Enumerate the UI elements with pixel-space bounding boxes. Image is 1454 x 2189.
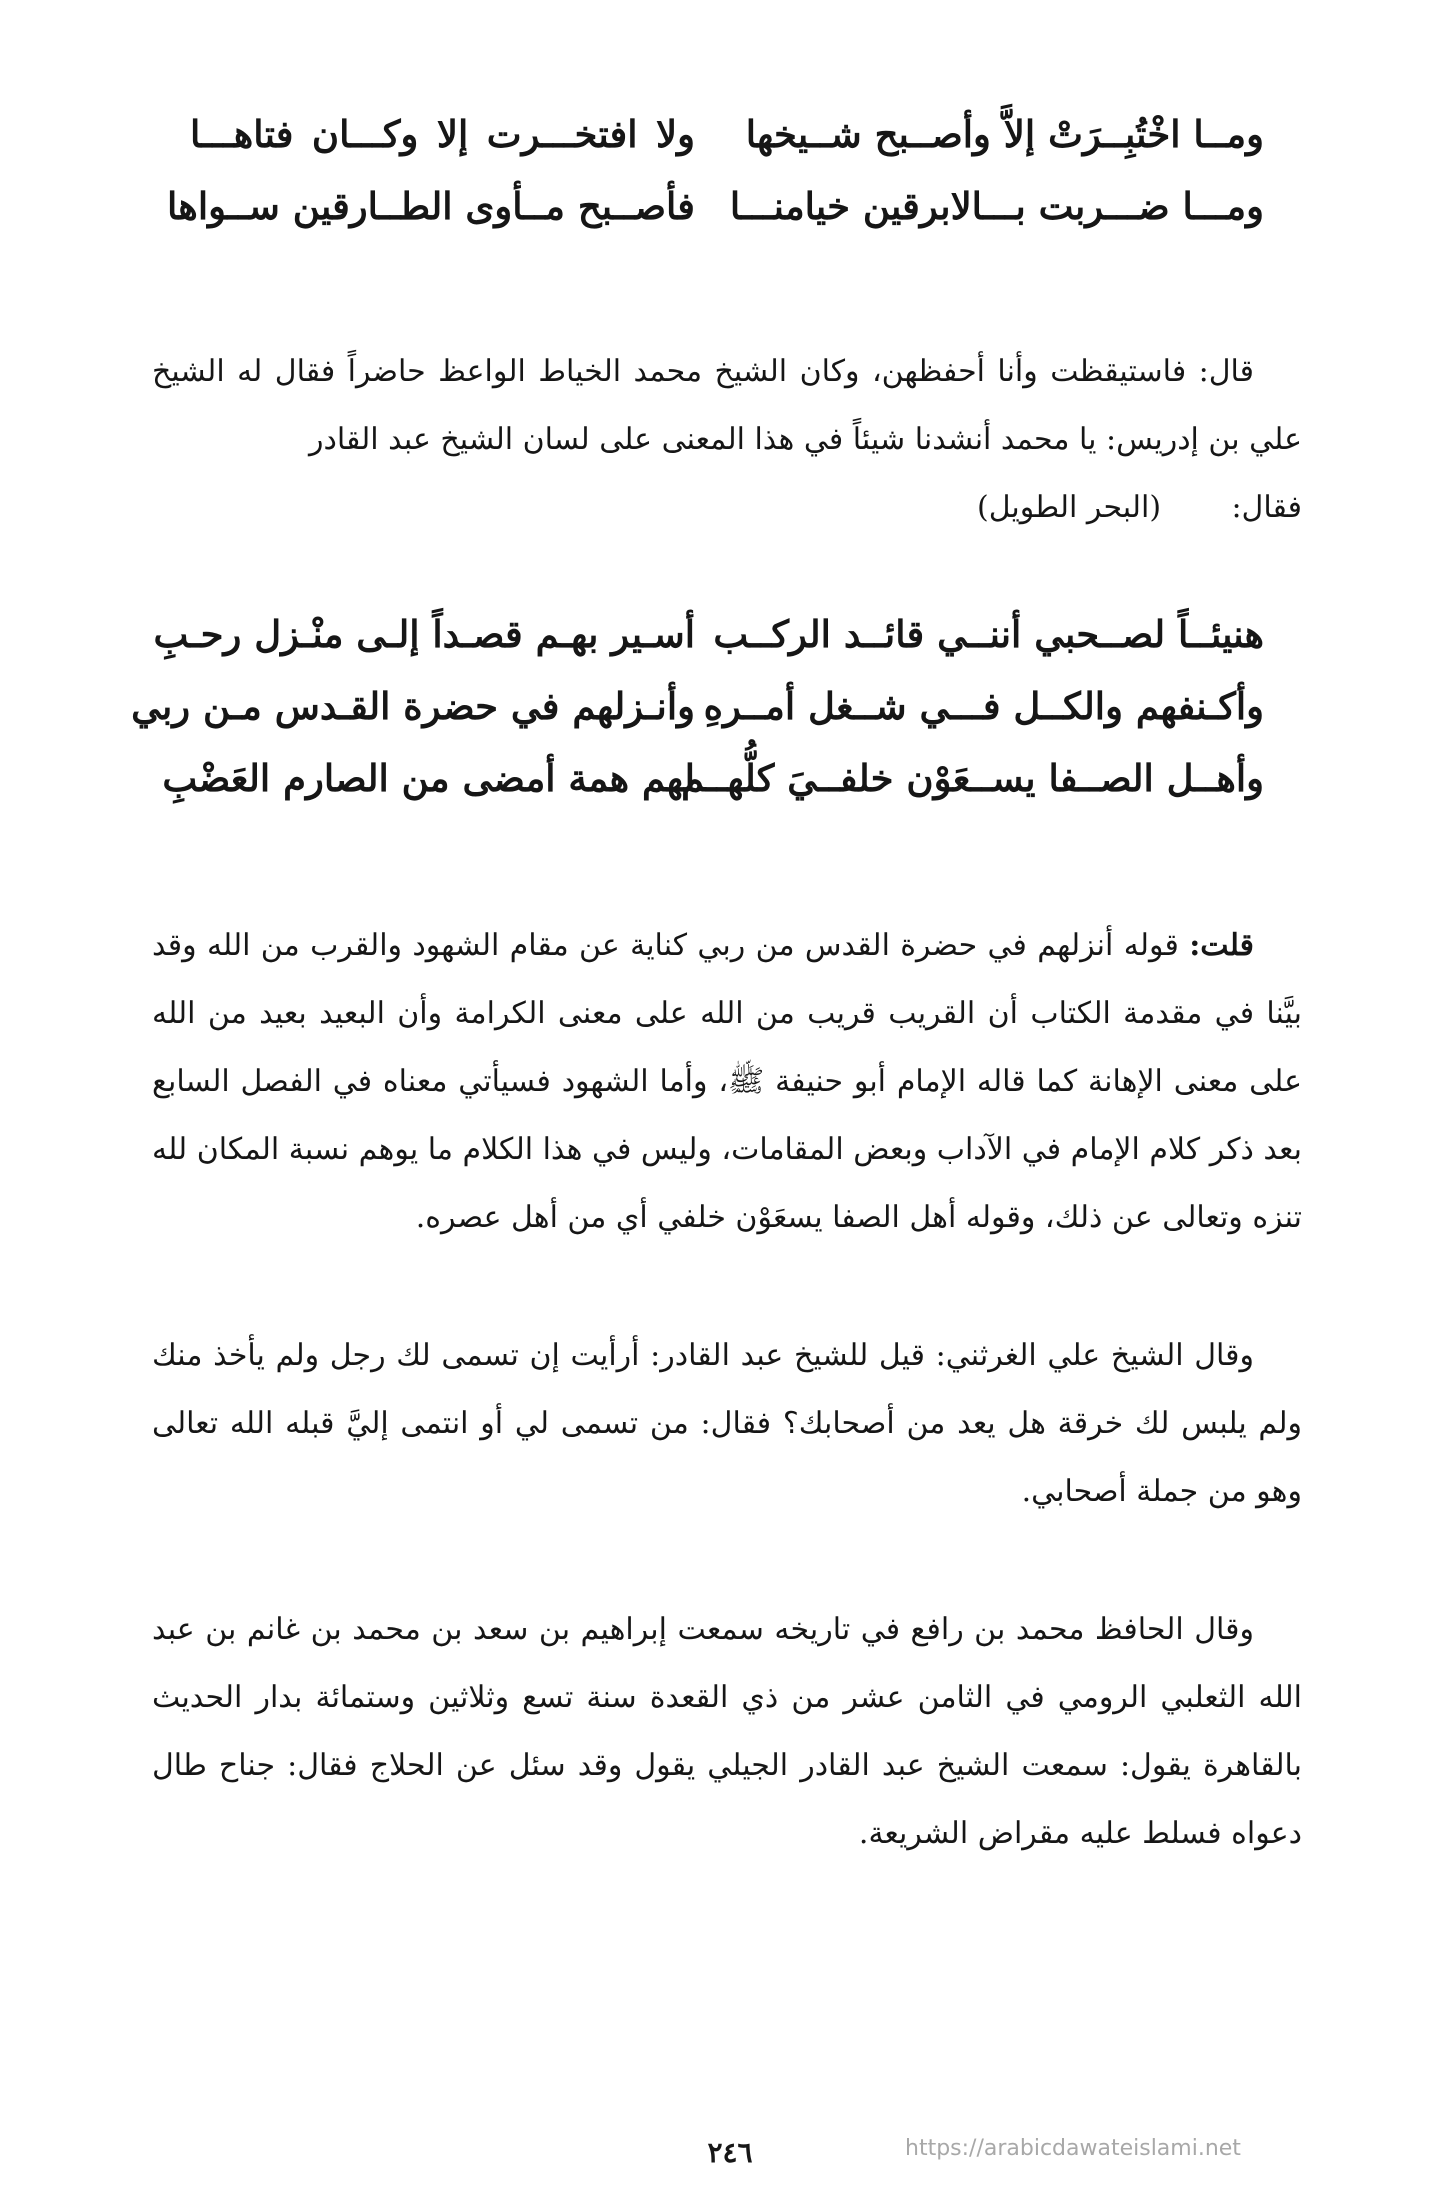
first-hemistich: وأهــل الصــفا يســعَوْن خلفــيَ كلُّهــم bbox=[681, 756, 1264, 800]
first-hemistich: ومـــا ضـــربت بـــالابرقين خيامنـــا bbox=[729, 184, 1264, 228]
meter-line bbox=[152, 474, 1302, 542]
paragraph-4 bbox=[152, 1596, 1302, 1868]
meter-label: (البحر الطويل) bbox=[977, 490, 1162, 525]
poem-line bbox=[131, 670, 1264, 742]
paragraph-text: وقال الشيخ علي الغرثني: قيل للشيخ عبد القادر: أرأيت إن تسمى لك رجل ولم يأخذ منك ولم يلبس لك خرقة هل يعد من أصحابك؟ فقال: من تسمى لي أو انتمى إليَّ قبله الله تعالى وهو من جملة أصحابي. bbox=[152, 1338, 1302, 1509]
page-number: ٢٤٦ bbox=[707, 2136, 753, 2169]
poem-line bbox=[153, 598, 1264, 670]
first-hemistich: هنيئــاً لصــحبي أننــي قائــد الركــب bbox=[713, 612, 1264, 656]
poem-2 bbox=[131, 598, 1264, 814]
second-hemistich: لهم همة أمضى من الصارم العَضْبِ bbox=[162, 756, 695, 800]
first-hemistich: ومــا اخْتُبِــرَتْ إلاَّ وأصــبح شــيخها bbox=[745, 112, 1264, 156]
poem-line bbox=[167, 170, 1264, 242]
first-hemistich: وأكـنفهم والكــل فـــي شــغل أمــرهِ bbox=[703, 684, 1264, 728]
poem-1 bbox=[167, 98, 1264, 242]
paragraph-text: وقال الحافظ محمد بن رافع في تاريخه سمعت إبراهيم بن سعد بن محمد بن غانم بن عبد الله الثعلبي الرومي في الثامن عشر من ذي القعدة سنة تسع وثلاثين وستمائة بدار الحديث بالقاهرة يقول: سمعت الشيخ عبد القادر الجيلي يقول وقد سئل عن الحلاج فقال: جناح طال دعواه فسلط عليه مقراض الشريعة. bbox=[152, 1612, 1302, 1851]
second-hemistich: وأنـزلهم في حضرة القـدس مـن ربي bbox=[131, 684, 695, 728]
paragraph-text bbox=[152, 912, 1302, 1252]
paragraph-3 bbox=[152, 1322, 1302, 1526]
paragraph-end: فقال: bbox=[1231, 490, 1302, 525]
paragraph-1 bbox=[152, 338, 1302, 542]
poem-line bbox=[190, 98, 1264, 170]
second-hemistich: ولا افتخـــرت إلا وكـــان فتاهـــا bbox=[190, 112, 695, 156]
paragraph-2 bbox=[152, 912, 1302, 1252]
paragraph-text: قال: فاستيقظت وأنا أحفظهن، وكان الشيخ محمد الخياط الواعظ حاضراً فقال له الشيخ علي بن إدريس: يا محمد أنشدنا شيئاً في هذا المعنى على لسان الشيخ عبد القادر bbox=[152, 354, 1302, 457]
second-hemistich: فأصــبح مــأوى الطــارقين ســواها bbox=[167, 184, 695, 228]
paragraph-body: قوله أنزلهم في حضرة القدس من ربي كناية عن مقام الشهود والقرب من الله وقد بيَّنا في مقدمة الكتاب أن القريب قريب من الله على معنى الكرامة وأن البعيد بعيد من الله على معنى الإهانة كما قاله الإمام أبو حنيفة ﷺ، وأما الشهود فسيأتي معناه في الفصل السابع بعد ذكر كلام الإمام في الآداب وبعض المقامات، وليس في هذا الكلام ما يوهم نسبة المكان لله تنزه وتعالى عن ذلك، وقوله أهل الصفا يسعَوْن خلفي أي من أهل عصره. bbox=[152, 928, 1302, 1235]
paragraph-label: قلت: bbox=[1189, 928, 1254, 963]
second-hemistich: أسـير بهـم قصـداً إلـى منْـزل رحـبِ bbox=[153, 612, 695, 656]
poem-line bbox=[162, 742, 1264, 814]
watermark-url: https://arabicdawateislami.net bbox=[905, 2136, 1241, 2161]
